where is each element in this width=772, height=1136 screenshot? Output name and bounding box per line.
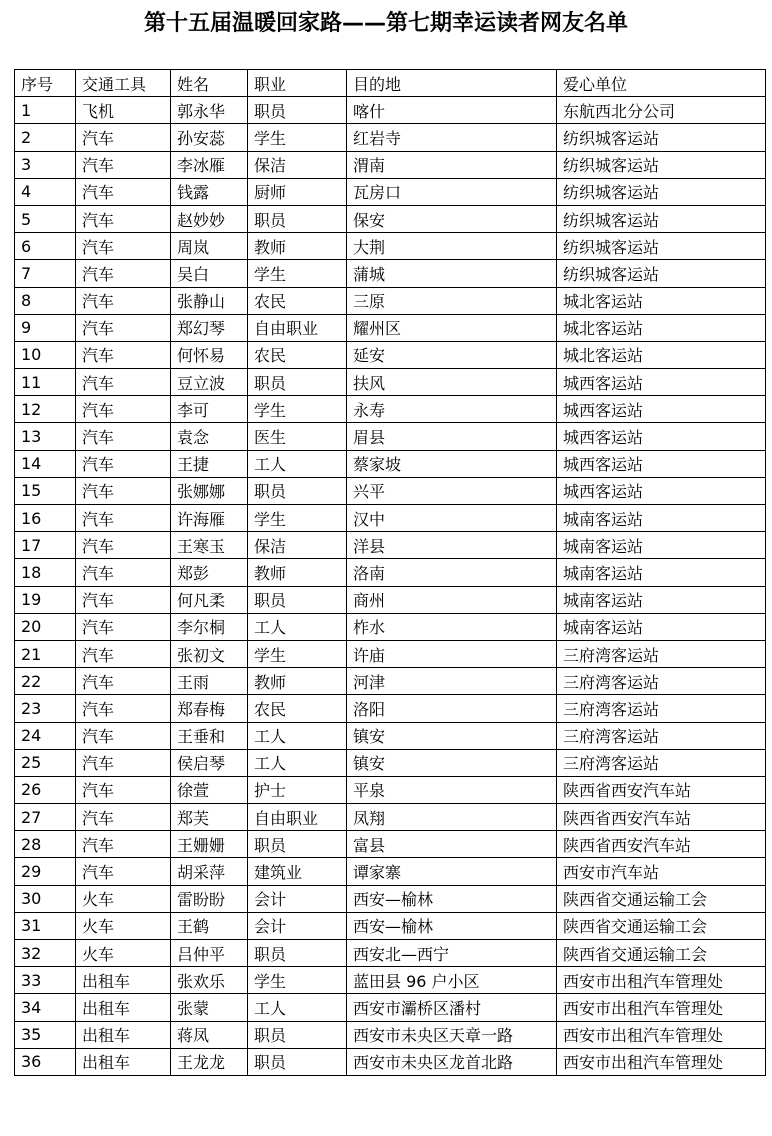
cell-name: 何怀易	[171, 341, 248, 368]
cell-occupation: 学生	[248, 640, 347, 667]
header-name: 姓名	[171, 70, 248, 97]
cell-occupation: 工人	[248, 613, 347, 640]
cell-occupation: 学生	[248, 505, 347, 532]
cell-index: 15	[15, 477, 76, 504]
cell-sponsor: 陕西省交通运输工会	[557, 885, 766, 912]
cell-name: 豆立波	[171, 369, 248, 396]
cell-name: 袁念	[171, 423, 248, 450]
cell-transport: 汽车	[76, 695, 171, 722]
cell-occupation: 职员	[248, 1021, 347, 1048]
table-header-row	[15, 70, 766, 97]
cell-transport: 汽车	[76, 205, 171, 232]
cell-occupation: 护士	[248, 776, 347, 803]
table-row	[15, 532, 766, 559]
cell-transport: 出租车	[76, 1021, 171, 1048]
cell-transport: 汽车	[76, 151, 171, 178]
cell-transport: 出租车	[76, 1048, 171, 1075]
cell-name: 李尔桐	[171, 613, 248, 640]
cell-name: 蒋凤	[171, 1021, 248, 1048]
cell-occupation: 保洁	[248, 532, 347, 559]
cell-destination: 瓦房口	[347, 178, 557, 205]
cell-occupation: 职员	[248, 205, 347, 232]
table-row	[15, 885, 766, 912]
table-row	[15, 804, 766, 831]
cell-destination: 洛阳	[347, 695, 557, 722]
cell-occupation: 教师	[248, 559, 347, 586]
cell-transport: 汽车	[76, 314, 171, 341]
cell-index: 30	[15, 885, 76, 912]
cell-sponsor: 纺织城客运站	[557, 178, 766, 205]
cell-transport: 汽车	[76, 341, 171, 368]
cell-index: 23	[15, 695, 76, 722]
cell-transport: 火车	[76, 885, 171, 912]
cell-name: 郑幻琴	[171, 314, 248, 341]
cell-destination: 延安	[347, 341, 557, 368]
cell-index: 9	[15, 314, 76, 341]
cell-occupation: 工人	[248, 994, 347, 1021]
cell-transport: 汽车	[76, 858, 171, 885]
cell-index: 24	[15, 722, 76, 749]
document-title: 第十五届温暖回家路——第七期幸运读者网友名单	[143, 11, 628, 36]
cell-destination: 保安	[347, 205, 557, 232]
cell-index: 22	[15, 668, 76, 695]
cell-index: 19	[15, 586, 76, 613]
cell-index: 7	[15, 260, 76, 287]
table-row	[15, 640, 766, 667]
cell-destination: 河津	[347, 668, 557, 695]
cell-destination: 蔡家坡	[347, 450, 557, 477]
cell-destination: 富县	[347, 831, 557, 858]
cell-transport: 汽车	[76, 178, 171, 205]
cell-sponsor: 城西客运站	[557, 450, 766, 477]
cell-sponsor: 城北客运站	[557, 314, 766, 341]
cell-index: 32	[15, 940, 76, 967]
cell-sponsor: 城南客运站	[557, 613, 766, 640]
cell-occupation: 医生	[248, 423, 347, 450]
cell-sponsor: 纺织城客运站	[557, 233, 766, 260]
cell-index: 14	[15, 450, 76, 477]
cell-occupation: 工人	[248, 450, 347, 477]
cell-index: 20	[15, 613, 76, 640]
cell-transport: 火车	[76, 912, 171, 939]
cell-destination: 西安—榆林	[347, 912, 557, 939]
table-row	[15, 124, 766, 151]
table-row	[15, 178, 766, 205]
header-sponsor: 爱心单位	[557, 70, 766, 97]
cell-name: 张初文	[171, 640, 248, 667]
table-row	[15, 831, 766, 858]
cell-sponsor: 西安市汽车站	[557, 858, 766, 885]
cell-index: 6	[15, 233, 76, 260]
cell-name: 张欢乐	[171, 967, 248, 994]
table-row	[15, 450, 766, 477]
header-transport: 交通工具	[76, 70, 171, 97]
cell-occupation: 学生	[248, 967, 347, 994]
cell-name: 何凡柔	[171, 586, 248, 613]
cell-occupation: 职员	[248, 369, 347, 396]
cell-index: 13	[15, 423, 76, 450]
header-destination: 目的地	[347, 70, 557, 97]
cell-sponsor: 西安市出租汽车管理处	[557, 1021, 766, 1048]
cell-sponsor: 三府湾客运站	[557, 668, 766, 695]
cell-transport: 汽车	[76, 668, 171, 695]
cell-sponsor: 纺织城客运站	[557, 124, 766, 151]
table-row	[15, 695, 766, 722]
cell-occupation: 厨师	[248, 178, 347, 205]
cell-occupation: 教师	[248, 668, 347, 695]
table-row	[15, 858, 766, 885]
cell-index: 31	[15, 912, 76, 939]
cell-destination: 许庙	[347, 640, 557, 667]
cell-occupation: 农民	[248, 695, 347, 722]
cell-occupation: 自由职业	[248, 314, 347, 341]
cell-index: 18	[15, 559, 76, 586]
cell-sponsor: 西安市出租汽车管理处	[557, 994, 766, 1021]
cell-name: 吕仲平	[171, 940, 248, 967]
cell-name: 雷盼盼	[171, 885, 248, 912]
table-row	[15, 287, 766, 314]
cell-destination: 大荆	[347, 233, 557, 260]
cell-name: 张静山	[171, 287, 248, 314]
cell-index: 11	[15, 369, 76, 396]
cell-destination: 兴平	[347, 477, 557, 504]
cell-transport: 汽车	[76, 450, 171, 477]
cell-index: 36	[15, 1048, 76, 1075]
cell-index: 3	[15, 151, 76, 178]
cell-sponsor: 城北客运站	[557, 341, 766, 368]
cell-destination: 西安市未央区龙首北路	[347, 1048, 557, 1075]
cell-name: 周岚	[171, 233, 248, 260]
cell-index: 34	[15, 994, 76, 1021]
cell-occupation: 会计	[248, 885, 347, 912]
cell-destination: 镇安	[347, 749, 557, 776]
cell-transport: 出租车	[76, 994, 171, 1021]
cell-name: 王垂和	[171, 722, 248, 749]
cell-occupation: 职员	[248, 97, 347, 124]
cell-transport: 汽车	[76, 804, 171, 831]
cell-name: 徐萱	[171, 776, 248, 803]
cell-occupation: 职员	[248, 940, 347, 967]
cell-index: 33	[15, 967, 76, 994]
cell-sponsor: 城南客运站	[557, 559, 766, 586]
cell-destination: 西安北—西宁	[347, 940, 557, 967]
cell-destination: 平泉	[347, 776, 557, 803]
cell-transport: 汽车	[76, 423, 171, 450]
cell-index: 8	[15, 287, 76, 314]
table-row	[15, 749, 766, 776]
cell-transport: 汽车	[76, 124, 171, 151]
cell-name: 许海雁	[171, 505, 248, 532]
cell-name: 王姗姗	[171, 831, 248, 858]
table-row	[15, 1021, 766, 1048]
table-row	[15, 613, 766, 640]
header-index: 序号	[15, 70, 76, 97]
cell-sponsor: 三府湾客运站	[557, 695, 766, 722]
cell-name: 张蒙	[171, 994, 248, 1021]
cell-sponsor: 陕西省交通运输工会	[557, 912, 766, 939]
table-body	[15, 97, 766, 1076]
table-row	[15, 1048, 766, 1075]
cell-index: 16	[15, 505, 76, 532]
cell-index: 27	[15, 804, 76, 831]
table-row	[15, 912, 766, 939]
cell-name: 吴白	[171, 260, 248, 287]
cell-destination: 柞水	[347, 613, 557, 640]
table-row	[15, 97, 766, 124]
cell-sponsor: 陕西省交通运输工会	[557, 940, 766, 967]
cell-index: 17	[15, 532, 76, 559]
cell-transport: 汽车	[76, 477, 171, 504]
table-row	[15, 369, 766, 396]
cell-sponsor: 城南客运站	[557, 505, 766, 532]
cell-destination: 洋县	[347, 532, 557, 559]
table-row	[15, 396, 766, 423]
cell-sponsor: 西安市出租汽车管理处	[557, 1048, 766, 1075]
cell-name: 郑芙	[171, 804, 248, 831]
cell-transport: 汽车	[76, 287, 171, 314]
cell-destination: 三原	[347, 287, 557, 314]
cell-sponsor: 纺织城客运站	[557, 205, 766, 232]
cell-name: 胡采萍	[171, 858, 248, 885]
cell-sponsor: 三府湾客运站	[557, 749, 766, 776]
cell-destination: 永寿	[347, 396, 557, 423]
cell-occupation: 职员	[248, 831, 347, 858]
cell-occupation: 学生	[248, 396, 347, 423]
cell-transport: 汽车	[76, 613, 171, 640]
cell-destination: 西安市未央区天章一路	[347, 1021, 557, 1048]
cell-occupation: 建筑业	[248, 858, 347, 885]
cell-destination: 耀州区	[347, 314, 557, 341]
cell-name: 李可	[171, 396, 248, 423]
cell-sponsor: 城西客运站	[557, 396, 766, 423]
cell-transport: 汽车	[76, 586, 171, 613]
cell-transport: 火车	[76, 940, 171, 967]
cell-occupation: 职员	[248, 477, 347, 504]
cell-name: 张娜娜	[171, 477, 248, 504]
cell-sponsor: 城西客运站	[557, 477, 766, 504]
cell-name: 王雨	[171, 668, 248, 695]
table-row	[15, 151, 766, 178]
cell-occupation: 农民	[248, 287, 347, 314]
cell-name: 王鹤	[171, 912, 248, 939]
cell-index: 29	[15, 858, 76, 885]
cell-transport: 汽车	[76, 559, 171, 586]
cell-destination: 洛南	[347, 559, 557, 586]
cell-sponsor: 陕西省西安汽车站	[557, 776, 766, 803]
table-row	[15, 668, 766, 695]
winners-table	[14, 69, 766, 1076]
cell-destination: 谭家寨	[347, 858, 557, 885]
table-row	[15, 586, 766, 613]
table-row	[15, 205, 766, 232]
table-row	[15, 722, 766, 749]
cell-index: 12	[15, 396, 76, 423]
cell-sponsor: 东航西北分公司	[557, 97, 766, 124]
cell-sponsor: 西安市出租汽车管理处	[557, 967, 766, 994]
cell-sponsor: 城南客运站	[557, 532, 766, 559]
cell-sponsor: 城南客运站	[557, 586, 766, 613]
cell-transport: 出租车	[76, 967, 171, 994]
cell-occupation: 学生	[248, 260, 347, 287]
cell-index: 28	[15, 831, 76, 858]
table-row	[15, 477, 766, 504]
cell-index: 1	[15, 97, 76, 124]
cell-transport: 飞机	[76, 97, 171, 124]
cell-name: 郭永华	[171, 97, 248, 124]
table-row	[15, 994, 766, 1021]
cell-index: 10	[15, 341, 76, 368]
table-row	[15, 505, 766, 532]
table-row	[15, 233, 766, 260]
cell-destination: 商州	[347, 586, 557, 613]
cell-transport: 汽车	[76, 233, 171, 260]
table-row	[15, 341, 766, 368]
cell-transport: 汽车	[76, 505, 171, 532]
cell-transport: 汽车	[76, 532, 171, 559]
cell-destination: 蓝田县 96 户小区	[347, 967, 557, 994]
cell-destination: 西安—榆林	[347, 885, 557, 912]
cell-index: 21	[15, 640, 76, 667]
cell-name: 郑春梅	[171, 695, 248, 722]
table-row	[15, 260, 766, 287]
cell-sponsor: 纺织城客运站	[557, 260, 766, 287]
cell-index: 4	[15, 178, 76, 205]
table-row	[15, 559, 766, 586]
cell-name: 王龙龙	[171, 1048, 248, 1075]
cell-index: 2	[15, 124, 76, 151]
cell-sponsor: 城西客运站	[557, 423, 766, 450]
cell-destination: 西安市灞桥区潘村	[347, 994, 557, 1021]
cell-occupation: 职员	[248, 586, 347, 613]
cell-destination: 凤翔	[347, 804, 557, 831]
cell-name: 侯启琴	[171, 749, 248, 776]
cell-name: 王捷	[171, 450, 248, 477]
cell-transport: 汽车	[76, 260, 171, 287]
cell-sponsor: 纺织城客运站	[557, 151, 766, 178]
cell-occupation: 农民	[248, 341, 347, 368]
cell-destination: 眉县	[347, 423, 557, 450]
cell-destination: 红岩寺	[347, 124, 557, 151]
cell-transport: 汽车	[76, 831, 171, 858]
cell-name: 郑彭	[171, 559, 248, 586]
cell-sponsor: 陕西省西安汽车站	[557, 831, 766, 858]
cell-transport: 汽车	[76, 396, 171, 423]
table-row	[15, 940, 766, 967]
cell-occupation: 工人	[248, 749, 347, 776]
cell-index: 5	[15, 205, 76, 232]
cell-index: 25	[15, 749, 76, 776]
table-row	[15, 967, 766, 994]
cell-name: 孙安蕊	[171, 124, 248, 151]
cell-destination: 蒲城	[347, 260, 557, 287]
cell-name: 赵妙妙	[171, 205, 248, 232]
cell-occupation: 教师	[248, 233, 347, 260]
header-occupation: 职业	[248, 70, 347, 97]
table-row	[15, 423, 766, 450]
cell-occupation: 学生	[248, 124, 347, 151]
cell-transport: 汽车	[76, 749, 171, 776]
table-row	[15, 314, 766, 341]
cell-destination: 渭南	[347, 151, 557, 178]
cell-destination: 汉中	[347, 505, 557, 532]
cell-transport: 汽车	[76, 776, 171, 803]
cell-occupation: 保洁	[248, 151, 347, 178]
cell-sponsor: 三府湾客运站	[557, 640, 766, 667]
cell-name: 钱露	[171, 178, 248, 205]
cell-occupation: 自由职业	[248, 804, 347, 831]
cell-sponsor: 城北客运站	[557, 287, 766, 314]
table-row	[15, 776, 766, 803]
cell-index: 35	[15, 1021, 76, 1048]
cell-sponsor: 陕西省西安汽车站	[557, 804, 766, 831]
cell-transport: 汽车	[76, 722, 171, 749]
cell-sponsor: 三府湾客运站	[557, 722, 766, 749]
cell-name: 李冰雁	[171, 151, 248, 178]
cell-occupation: 会计	[248, 912, 347, 939]
cell-transport: 汽车	[76, 640, 171, 667]
cell-destination: 镇安	[347, 722, 557, 749]
cell-transport: 汽车	[76, 369, 171, 396]
cell-sponsor: 城西客运站	[557, 369, 766, 396]
cell-index: 26	[15, 776, 76, 803]
cell-occupation: 工人	[248, 722, 347, 749]
cell-destination: 喀什	[347, 97, 557, 124]
cell-occupation: 职员	[248, 1048, 347, 1075]
cell-destination: 扶风	[347, 369, 557, 396]
cell-name: 王寒玉	[171, 532, 248, 559]
